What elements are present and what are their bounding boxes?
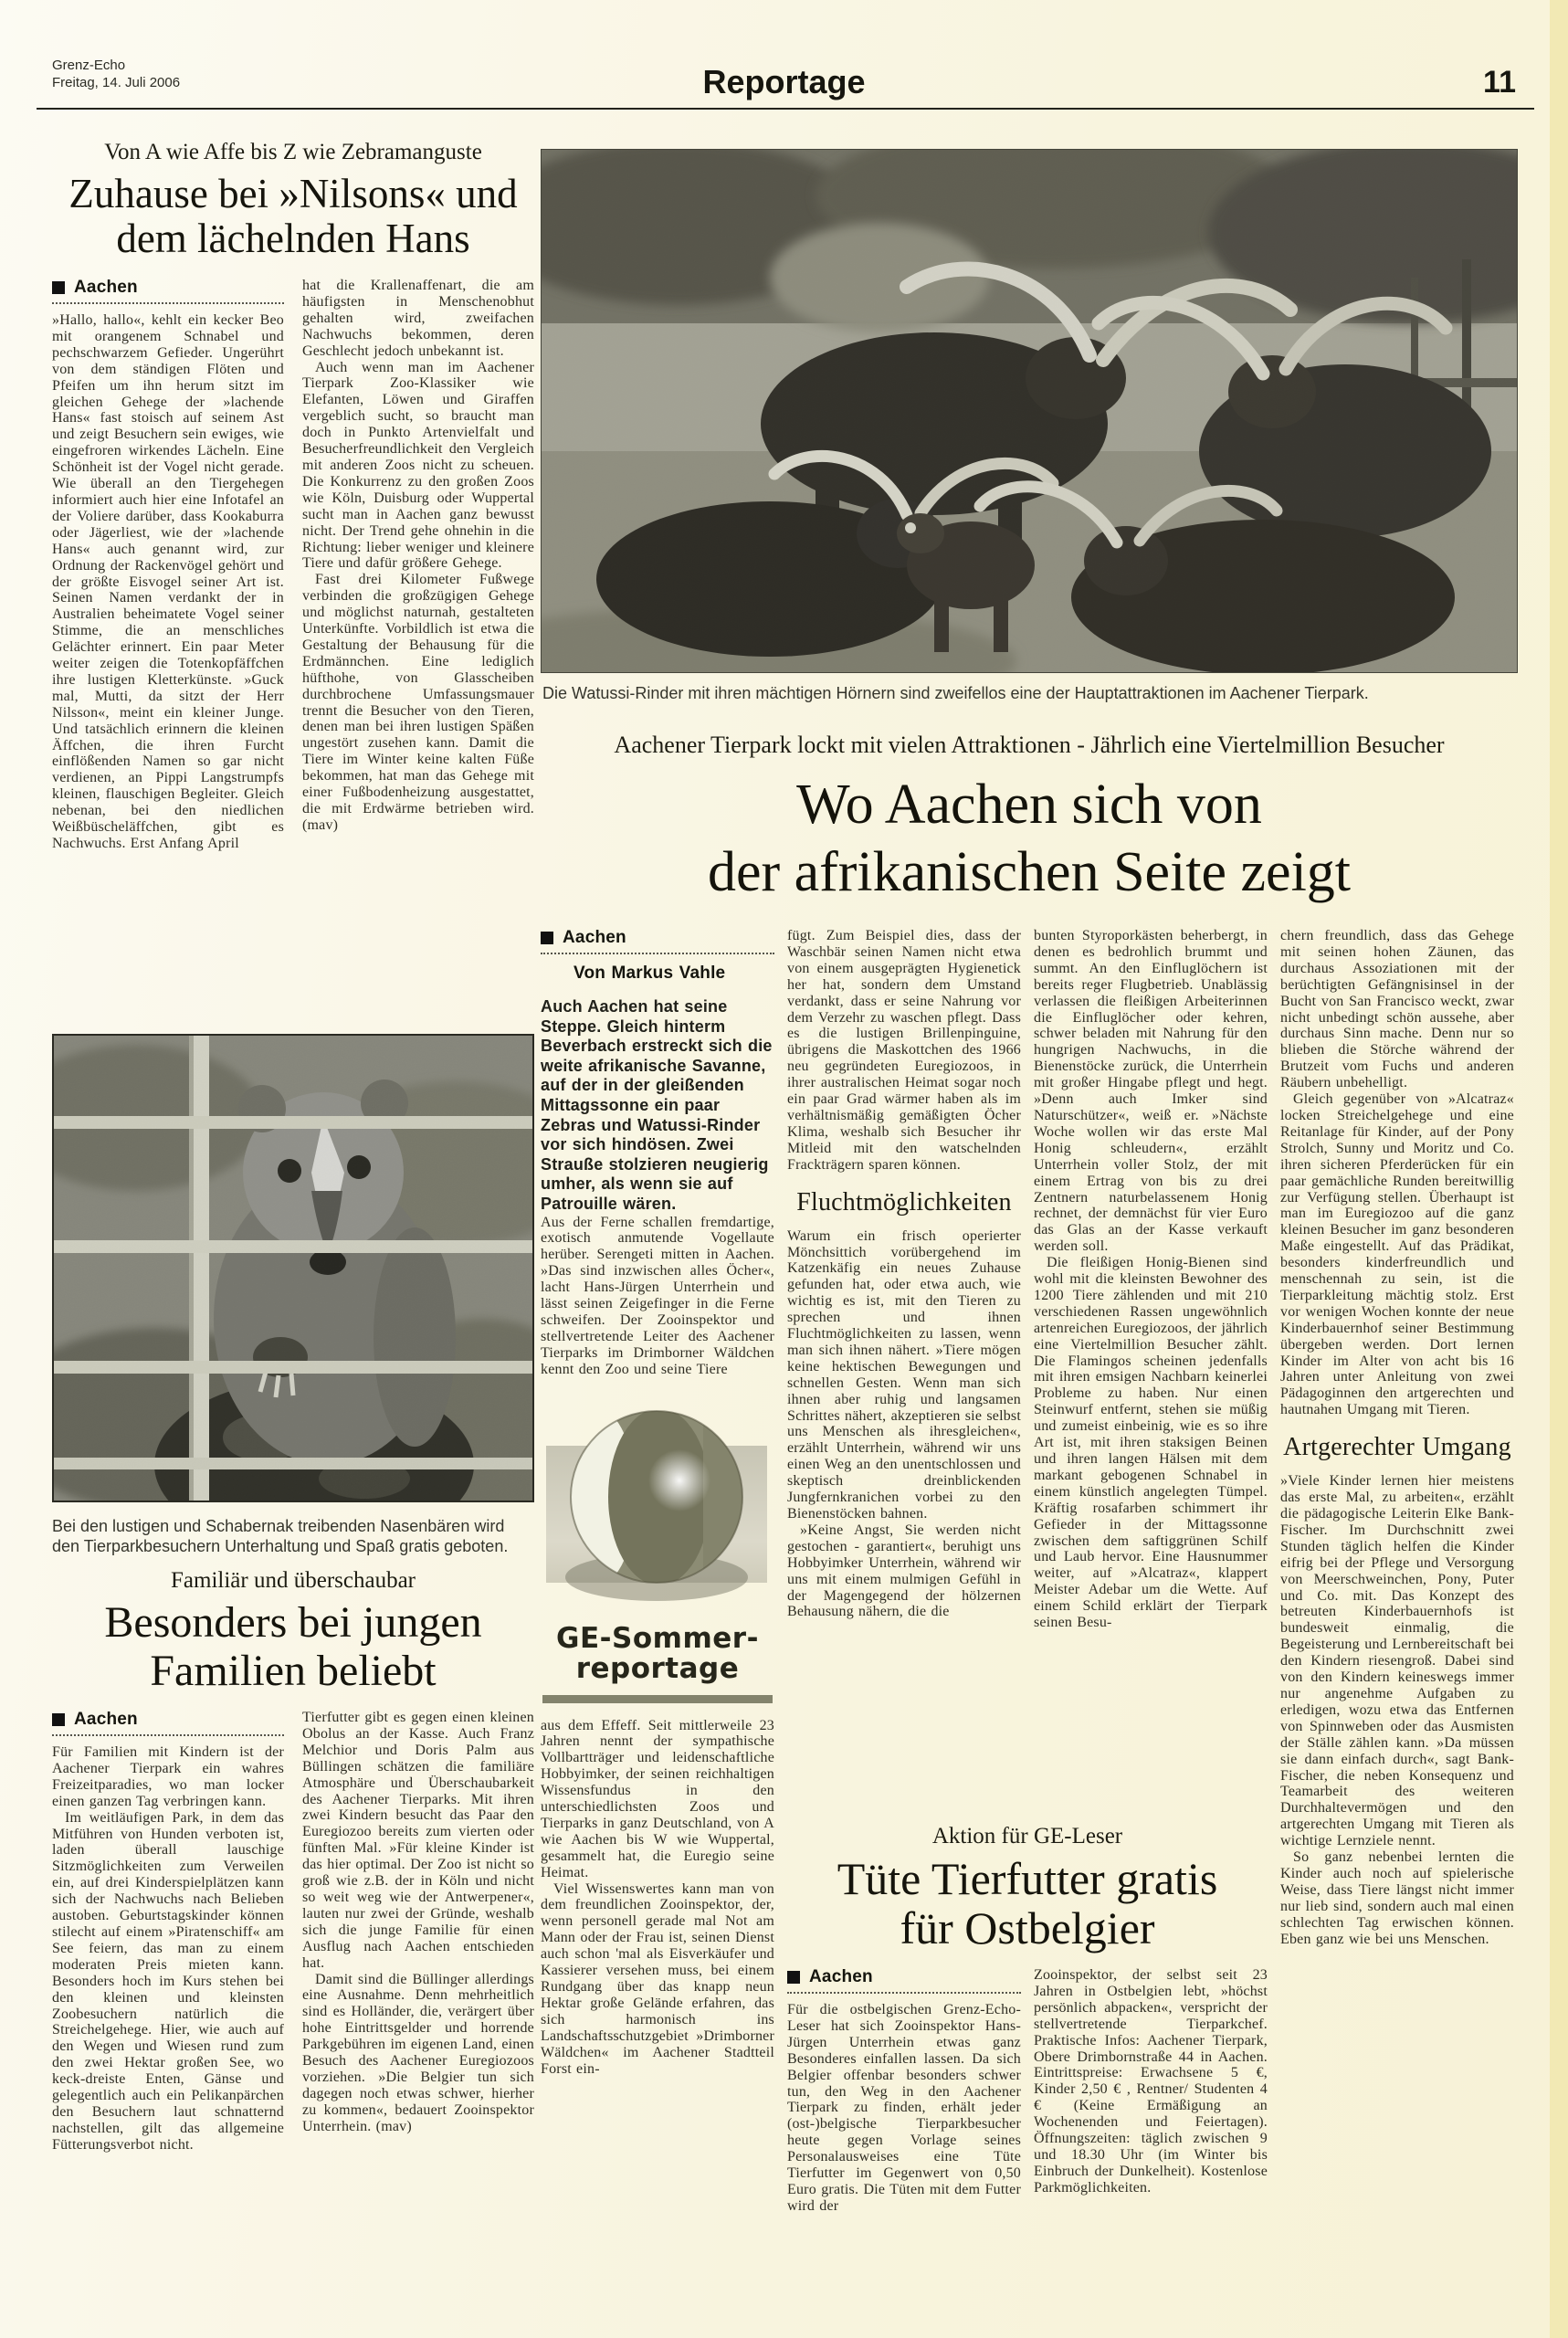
page-number: 11	[1483, 65, 1516, 100]
article-familien-kicker: Familiär und überschaubar	[171, 1568, 416, 1593]
photo-coati	[52, 1034, 534, 1502]
photo-watussi-cattle	[541, 149, 1518, 673]
headline-line: Zuhause bei »Nilsons« und	[68, 171, 518, 216]
headline-line: der afrikanischen Seite zeigt	[707, 841, 1352, 903]
dateline	[52, 278, 284, 304]
dateline-square-icon	[787, 1971, 800, 1984]
paragraph: So ganz nebenbei lernten die Kinder auch noch auf spielerische Weise, dass Tiere längst nicht immer nur lieb sind, sondern auch mal einen schlechten Tag erwischen können. Eben ganz wie bei uns Menschen.	[1280, 1849, 1514, 1947]
beachball-illustration	[541, 1389, 773, 1616]
dateline-square-icon	[52, 1713, 65, 1726]
dateline	[541, 928, 774, 954]
issue-date: Freitag, 14. Juli 2006	[52, 75, 181, 90]
ge-sommer-reportage-graphic	[541, 1389, 774, 1703]
paragraph: Für die ostbelgischen Grenz-Echo-Leser hat sich Zooinspektor Hans-Jürgen Unterrhein etwas ganz Besonderes einfallen lassen. Da sich Belgier offenbar besonders schwer tun, den Weg in den Aachener Tierpark zu finden, erhält jeder (ost-)belgische Tierparkbesucher heute gegen Vorlage seines Personalausweises eine Tüte Tierfutter im Gegenwert von 0,50 Euro gratis. Die Tüten mit dem Futter wird der	[787, 2002, 1021, 2214]
byline: Von Markus Vahle	[574, 964, 726, 983]
main-article-subheadline: Aachener Tierpark lockt mit vielen Attraktionen - Jährlich eine Viertelmillion Besucher	[614, 732, 1445, 758]
header-rule	[37, 108, 1534, 110]
paragraph: Auch wenn man im Aachener Tierpark Zoo-Klassiker wie Elefanten, Löwen und Giraffen vergeblich sucht, so braucht man doch in Punkto Artenvielfalt und Besucherfreundlichkeit den Vergleich mit anderen Zoos nicht zu scheuen. Die Konkurrenz zu den großen Zoos wie Köln, Duisburg oder Wuppertal sucht man in Aachen ganz bewusst nicht. Der Trend gehe ohnehin in die Richtung: lieber weniger und kleinere Tiere und dafür größere Gehege.	[302, 359, 534, 572]
dateline-city: Aachen	[74, 1710, 138, 1729]
paragraph: Aus der Ferne schallen fremdartige, exotisch anmutende Vogellaute herüber. Serengeti mitten in Aachen. »Das sind inzwischen alles Öcher«, lacht Hans-Jürgen Unterrhein und lässt seinen Zeigefinger in die Ferne schweifen. Der Zooinspektor und stellvertretende Leiter des Aachener Tierparks im Drimborner Wäldchen kennt den Zoo und seine Tiere	[541, 1214, 774, 1377]
headline-line: Besonders bei jungen	[104, 1598, 482, 1647]
paragraph: Damit sind die Büllinger allerdings eine Ausnahme. Denn mehrheitlich sind es Holländer, die, verärgert über hohe Eintrittsgelder und horrende Parkgebühren im eigenen Land, einen Besuch des Aachener Euregiozoos vorziehen. »Die Belgier tun sich dagegen noch etwas schwer, hierher zu kommen«, bedauert Zooinspektor Unterrhein. (mav)	[302, 1971, 534, 2134]
paragraph: »Viele Kinder lernen hier meistens das erste Mal, zu arbeiten«, erzählt die pädagogische Leiterin Elke Bank-Fischer. Im Durchschnitt zwei Stunden täglich helfen die Kinder eifrig bei der Pflege und Versorgung von Meerschweinchen, Pony, Puter und Co. mit. Das Konzept des betreuten Kinderbauernhofs ist bundesweit einmalig, die Begeisterung und Lernbereitschaft bei den Kindern riesengroß. Dabei sind von den Kindern keineswegs immer nur angenehme Aufgaben zu erledigen, wozu etwa das Entfernen von Spinnweben oder das Ausmisten der Ställe zählen kann. »Da müssen sie dann einfach durch«, sagt Bank-Fischer, die neben Konsequenz und Teamarbeit des weiteren Durchhaltevermögen und den artgerechten Umgang mit Tieren als wichtige Lernziele nennt.	[1280, 1473, 1514, 1849]
ge-label-rule	[542, 1695, 773, 1703]
section-title: Reportage	[702, 63, 866, 100]
headline-line: Familien beliebt	[150, 1647, 437, 1695]
article-familien-headline	[52, 1598, 534, 1695]
page-edge-tint	[1550, 0, 1568, 2338]
paragraph: Tierfutter gibt es gegen einen kleinen Obolus an der Kasse. Auch Franz Melchior und Doris Palm aus Büllingen schätzen die familiäre Atmosphäre und Überschaubarkeit des Aachener Tierparks. Mit ihren zwei Kindern besucht das Paar den Euregiozoo bereits zum vierten oder fünften Mal. »Für kleine Kinder ist das hier optimal. Der Zoo ist nicht so groß wie z.B. der in Köln und nicht so weit weg wie der Antwerpener«, lauten nur zwei der Gründe, weshalb sich die junge Familie für einen Ausflug nach Aachen entschieden hat.	[302, 1710, 534, 1971]
paragraph: aus dem Effeff. Seit mittlerweile 23 Jahren nennt der sympathische Vollbartträger und leidenschaftliche Hobbyimker, der seinen reichhaltigen Wissensfundus in den unterschiedlichsten Zoos und Tierparks in ganz Deutschland, von A wie Aachen bis W wie Wuppertal, gesammelt hat, die Euregio seine Heimat.	[541, 1717, 774, 1880]
main-article-col1	[541, 928, 774, 2077]
dateline-city: Aachen	[563, 928, 626, 947]
article-nilsons-col1	[52, 278, 284, 852]
article-familien-col1	[52, 1710, 284, 2154]
dateline-square-icon	[541, 932, 553, 944]
article-tierfutter-kicker: Aktion für GE-Leser	[931, 1824, 1123, 1848]
dateline	[787, 1967, 1021, 1994]
ge-label-line: reportage	[575, 1651, 740, 1685]
paragraph: Für Familien mit Kindern ist der Aachener Tierpark ein wahres Freizeitparadies, wo man locker einen ganzen Tag verbringen kann.	[52, 1744, 284, 1809]
paragraph: fügt. Zum Beispiel dies, dass der Waschbär seinen Namen nicht etwa von einem ausgeprägten Hygienetick her hat, sondern dem Umstand verdankt, dass er seine Nahrung vor dem Verzehr zu waschen pflegt. Dass es die lustigen Brillenpinguine, übrigens die Maskottchen des 1966 neu gegründeten Euregiozoos, in ihrer australischen Heimat sogar noch ein paar Grad wärmer haben als im verhältnismäßig gemäßigten Öcher Klima, weshalb sich Besucher ihr Mitleid mit den watschelnden Frackträgern sparen können.	[787, 928, 1021, 1173]
paragraph: chern freundlich, dass das Gehege mit seinen hohen Zäunen, das durchaus Assoziationen mit der berüchtigten Gefängnisinsel in der Bucht von San Francisco weckt, zwar nicht unbedingt schön aussehe, aber durchaus Sinn mache. Denn nur so blieben die Störche während der Brutzeit vom Fuchs und anderen Räubern unbehelligt.	[1280, 928, 1514, 1091]
lead-paragraph: Auch Aachen hat seine Steppe. Gleich hinterm Beverbach erstreckt sich die weite afrikanische Savanne, auf der in der gleißenden Mittagssonne ein paar Zebras und Watussi-Rinder vor sich hindösen. Zwei Strauße stolzieren neugierig umher, als wenn sie auf Patrouille wären.	[541, 997, 773, 1213]
ge-sommer-reportage-label	[541, 1621, 774, 1685]
dateline	[52, 1710, 284, 1736]
main-article-col3	[1034, 928, 1268, 1803]
paragraph: bunten Styroporkästen beherbergt, in denen es bedrohlich brummt und summt. An den Einfluglöchern ist bereits reger Flugbetrieb. Unablässig verlassen die fleißigen Arbeiterinnen die Einfluglöcher oder kehren, schwer beladen mit Nahrung für den hungrigen Nachwuchs, in die Bienenstöcke zurück, die Unterrhein mit großer Hingabe pflegt und hegt. »Denn auch Imker sind Naturschützer«, weiß er. »Nächste Woche wollen wir das erste Mal Honig schleudern«, erzählt Unterrhein voller Stolz, der mit einem Ertrag von bis zu drei Zentnern naturbelassenem Honig rechnet, der demnächst für vier Euro das Glas an der Kasse verkauft werden soll.	[1034, 928, 1268, 1255]
headline-line: für Ostbelgier	[900, 1902, 1155, 1954]
ge-label-line: GE-Sommer-	[556, 1621, 759, 1655]
watussi-photo-caption: Die Watussi-Rinder mit ihren mächtigen Hörnern sind zweifellos eine der Hauptattraktionen im Aachener Tierpark.	[542, 684, 1369, 702]
paragraph: Zooinspektor, der selbst seit 23 Jahren in Ostbelgien lebt, »höchst persönlich abpacken«, verspricht der stellvertretende Tierparkchef. Praktische Infos: Aachener Tierpark, Obere Drimbornstraße 44 in Aachen. Eintrittspreise: Erwachsene 5 €, Kinder 2,50 € , Rentner/ Studenten 4 € (Keine Ermäßigung an Wochenenden und Feiertagen). Öffnungszeiten: täglich zwischen 9 und 18.30 Uhr (im Winter bis Einbruch der Dunkelheit). Kostenlose Parkmöglichkeiten.	[1034, 1967, 1268, 2196]
main-article-col2	[787, 928, 1021, 1797]
paragraph: Fast drei Kilometer Fußwege verbinden die großzügigen Gehege und möglichst naturnah, gestalteten Unterkünfte. Vorbildlich ist etwa die Gestaltung der Behausung für die Erdmännchen. Eine lediglich hüfthohe, von Glasscheiben durchbrochene Umfassungsmauer trennt die Besucher von den Tieren, denen man bei ihren lustigen Späßen ungestört zusehen kann. Damit die Tiere im Winter keine kalten Füße bekommen, hat man das Gehege mit einer Fußbodenheizung ausgestattet, die mit Erdwärme betrieben wird. (mav)	[302, 572, 534, 833]
headline-line: Tüte Tierfutter gratis	[837, 1853, 1218, 1904]
main-article-col4	[1280, 928, 1514, 1947]
watussi-photo-illustration	[542, 150, 1517, 672]
paper-name: Grenz-Echo	[52, 58, 126, 73]
article-tierfutter	[787, 1823, 1268, 2215]
subhead-fluchtmoeglichkeiten: Fluchtmöglichkeiten	[796, 1187, 1012, 1216]
article-nilsons-headline	[52, 172, 534, 261]
paragraph: Viel Wissenswertes kann man von dem freundlichen Zooinspektor, der, wenn personell gerade mal Not am Mann oder der Frau ist, seinen Dienst auch schon 'mal als Eisverkäufer und Kassierer versehen muss, bei einem Rundgang über das knapp neun Hektar große Gelände erfahren, das sich harmonisch ins Landschaftsschutzgebiet »Drimborner Wäldchen« im Aachener Stadtteil Forst ein-	[541, 1880, 774, 2077]
dateline-square-icon	[52, 281, 65, 294]
paragraph: Gleich gegenüber von »Alcatraz« locken Streichelgehege und eine Reitanlage für Kinder, auf der Pony Strolch, Sunny und Moritz und Co. ihren sicheren Pferderücken für ein paar gemächliche Runden bereitwillig zur Verfügung stellen. Überhaupt ist man im Euregiozoo auf die ganz kleinen Besucher im ganz besonderen Maße eingestellt. Auf das Prädikat, besonders kinderfreundlich und menschennah zu sein, ist die Tierparkleitung mächtig stolz. Erst vor wenigen Wochen konnte der neue Kinderbauernhof seiner Bestimmung übergeben werden. Dort lernen Kinder im Alter von acht bis 16 Jahren unter Anleitung von zwei Pädagoginnen den artgerechten und hautnahen Umgang mit Tieren.	[1280, 1091, 1514, 1418]
coati-photo-caption: Bei den lustigen und Schabernak treibenden Nasenbären wird den Tierparkbesuchern Unterhaltung und Spaß gratis geboten.	[52, 1517, 509, 1555]
article-familien	[52, 1567, 534, 2154]
paragraph: hat die Krallenaffenart, die am häufigsten in Menschenobhut gehalten wird, zweifachen Nachwuchs bekommen, deren Geschlecht jedoch unbekannt ist.	[302, 278, 534, 359]
paragraph: Die fleißigen Honig-Bienen sind wohl mit die kleinsten Bewohner des 1200 Tiere zählenden und mit 210 verschiedenen Rassen ungewöhnlich artenreichen Euregiozoos, der jährlich eine Viertelmillion Besucher zählt. Die Flamingos scheinen jedenfalls mit ihren emsigen Nachbarn keinerlei Probleme zu haben. Nur einen Steinwurf entfernt, stehen sie müßig und zumeist einbeinig, wie es so ihre Art ist, mit ihren staksigen Beinen und ihren langen Hälsen mit dem markant gebogenen Schnabel in einem künstlich angelegten Tümpel. Kräftig rosafarben schimmert ihr Gefieder in der Mittagssonne zwischen dem saftiggrünen Schilf und Laub hervor. Eine Hausnummer weiter, auf »Alcatraz«, klappert Meister Adebar um die Wette. Auf einem Schild erklärt der Tierpark seinen Besu-	[1034, 1255, 1268, 1631]
main-article-headline	[541, 771, 1518, 906]
paragraph: Im weitläufigen Park, in dem das Mitführen von Hunden verboten ist, laden überall lauschige Sitzmöglichkeiten zum Verweilen ein, auf drei Kinderspielplätzen kann sich der Nachwuchs nach Belieben austoben. Geburtstagskinder können stilecht auf einem »Piratenschiff« am See feiern, das man zu einem moderaten Preis mieten kann. Besonders hoch im Kurs stehen bei den kleinen und kleinsten Zoobesuchern natürlich die Streichelgehege. Hier, wie auch auf den Wegen und Wiesen rund zum den zwei Hektar großen See, wo keck-dreiste Enten, Gänse und gelegentlich auch ein Pelikanpärchen den Besuchern laut schnatternd nachstellen, gilt das allgemeine Fütterungsverbot nicht.	[52, 1809, 284, 2153]
headline-line: dem lächelnden Hans	[116, 216, 470, 261]
article-nilsons-col2	[302, 278, 534, 852]
paragraph: »Keine Angst, Sie werden nicht gestochen - garantiert«, beruhigt uns Hobbyimker Unterrhein, während wir uns mit einem mulmigen Gefühl in der Magengegend der hölzernen Behausung nähern, die die	[787, 1522, 1021, 1620]
article-nilsons	[52, 139, 534, 852]
dateline-city: Aachen	[74, 278, 138, 297]
paragraph: »Hallo, hallo«, kehlt ein kecker Beo mit orangenem Schnabel und pechschwarzem Gefieder. Ungerührt von dem ständigen Flöten und Pfeifen um ihn herum sitzt im gleichen Gehege der »lachende Hans« fast stoisch auf seinem Ast und zeigt Besuchern sein ewiges, wie eingefroren wirkendes Lächeln. Eine Schönheit ist der Vogel nicht gerade. Wie überall an den Tiergehegen informiert auch hier eine Infotafel an der Voliere darüber, dass Kookaburra oder Jägerliest, wie der »lachende Hans« auch genannt wird, zur Ordnung der Rackenvögel gehört und der größte Eisvogel seiner Art ist. Seinen Namen verdankt der in Australien beheimatete Vogel seiner Stimme, die an menschliches Gelächter erinnert. Ein paar Meter weiter zeigen die Totenkopfäffchen ihre lustigen Kletterkünste. »Guck mal, Mutti, da sitzt der Herr Nilsson«, meint ein kleiner Junge. Und tatsächlich erinnern die kleinen Äffchen, die ihren Furcht einflößenden Namen so gar nicht verdienen, an Pippi Langstrumpfs kleinen, flauschigen Begleiter. Gleich nebenan, bei den niedlichen Weißbüscheläffchen, gibt es Nachwuchs. Erst Anfang April	[52, 312, 284, 851]
article-tierfutter-col1	[787, 1967, 1021, 2215]
article-tierfutter-headline	[787, 1854, 1268, 1953]
headline-line: Wo Aachen sich von	[796, 774, 1262, 836]
dateline-city: Aachen	[809, 1967, 873, 1986]
subhead-artgerechter-umgang: Artgerechter Umgang	[1283, 1433, 1511, 1462]
coati-photo-illustration	[54, 1036, 532, 1501]
article-nilsons-kicker: Von A wie Affe bis Z wie Zebramanguste	[104, 140, 482, 164]
article-tierfutter-col2	[1034, 1967, 1268, 2215]
paragraph: Warum ein frisch operierter Mönchsittich vorübergehend im Katzenkäfig ein neues Zuhause gefunden hat, oder etwa auch, wie wichtig es ist, mit den Tieren zu sprechen und ihnen Fluchtmöglichkeiten zu lassen, wenn man sich ihnen nähert. »Tiere mögen keine hektischen Bewegungen und schnellen Gesten. Wenn man sich ihnen aber ruhig und langsamen Schrittes nähert, akzeptieren sie selbst uns Menschen als ihresgleichen«, erzählt Unterrhein, während wir uns einen Weg an den unentschlossen und skeptisch dreinblickenden Jungfernkranichen vorbei zu den Bienenstöcken bahnen.	[787, 1227, 1021, 1522]
article-familien-col2	[302, 1710, 534, 2154]
